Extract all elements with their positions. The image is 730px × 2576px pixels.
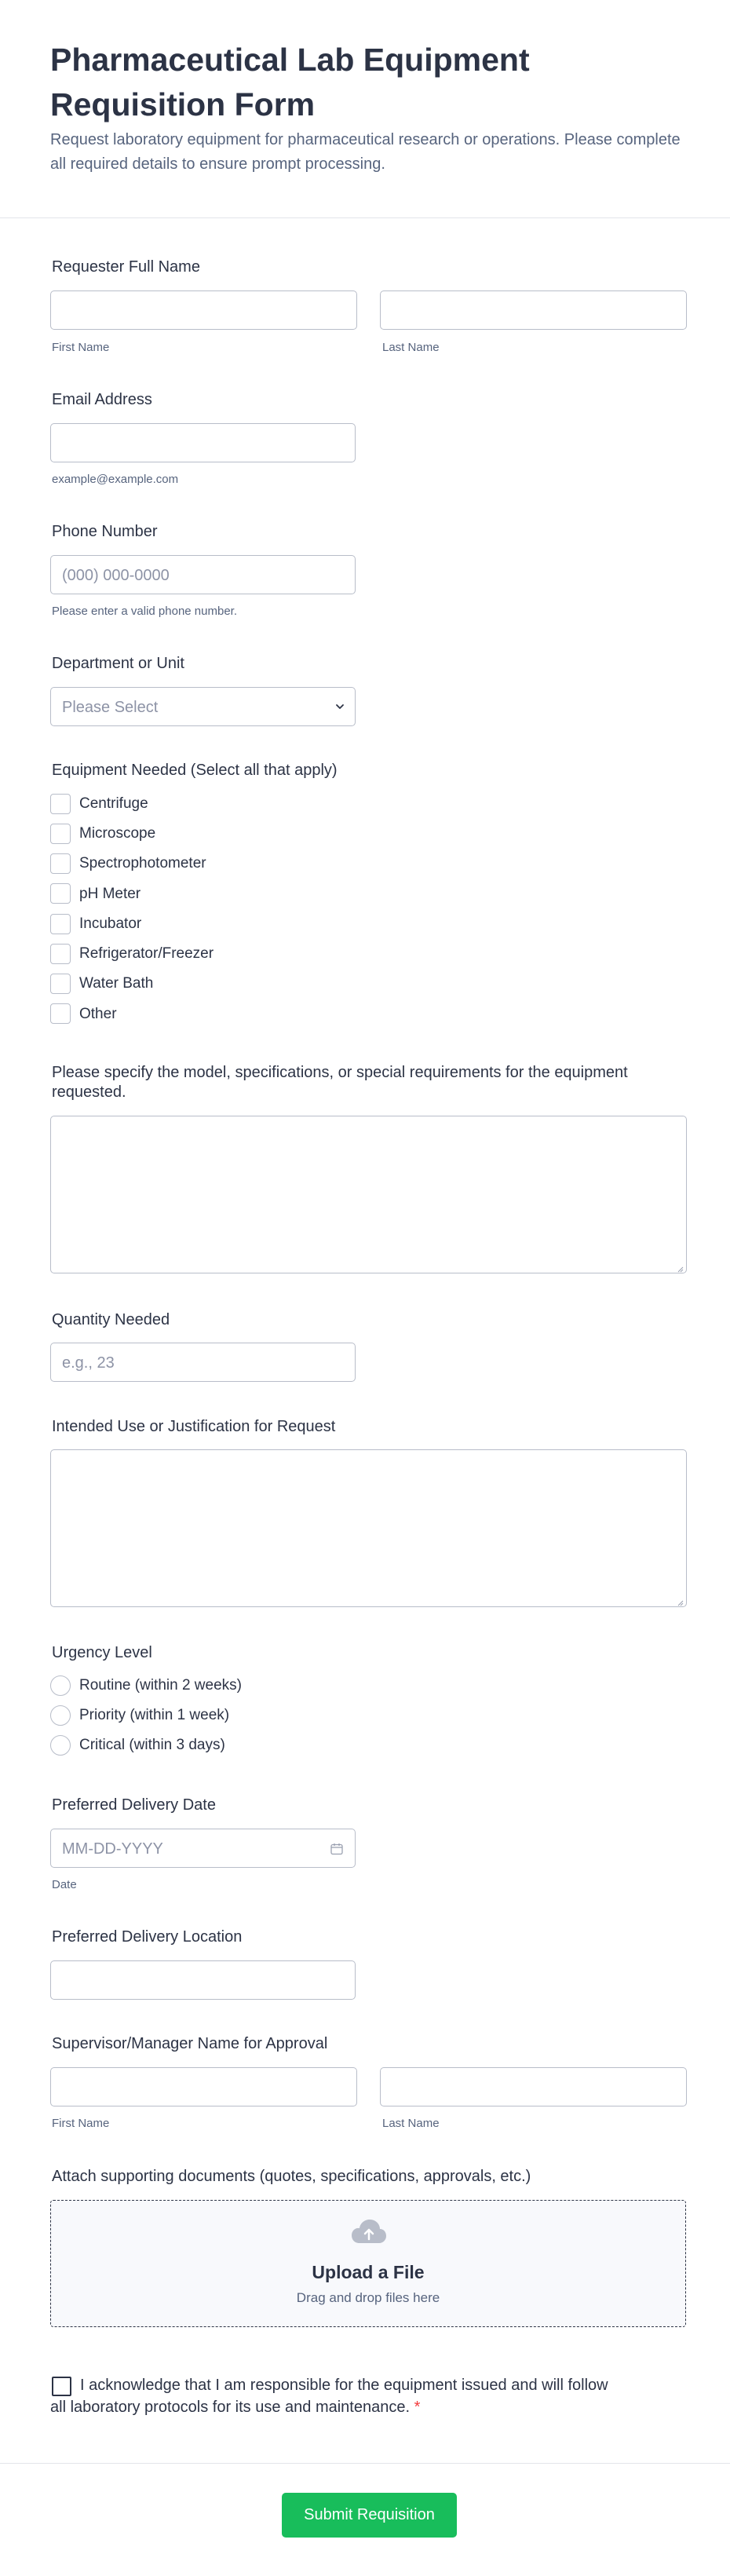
quantity-input[interactable] — [50, 1343, 356, 1382]
form-subtitle: Request laboratory equipment for pharmaceutical research or operations. Please complete all required details to ensure prompt processing. — [50, 131, 681, 173]
checkbox-incubator[interactable] — [50, 914, 71, 934]
department-placeholder: Please Select — [62, 699, 159, 716]
equipment-label: Equipment Needed (Select all that apply) — [52, 762, 338, 779]
urgency-label: Urgency Level — [52, 1644, 152, 1661]
option-ph-meter: pH Meter — [79, 886, 141, 902]
attachments-label: Attach supporting documents (quotes, specifications, approvals, etc.) — [52, 2168, 531, 2185]
delivery-date-input[interactable] — [50, 1829, 356, 1868]
phone-sublabel: Please enter a valid phone number. — [52, 605, 237, 618]
supervisor-last-name-sublabel: Last Name — [382, 2117, 440, 2130]
option-incubator: Incubator — [79, 915, 142, 932]
option-priority: Priority (within 1 week) — [79, 1707, 230, 1723]
resize-handle-icon[interactable] — [676, 1262, 684, 1270]
delivery-date-sublabel: Date — [52, 1878, 77, 1891]
delivery-date-label: Preferred Delivery Date — [52, 1796, 216, 1814]
form-title: Pharmaceutical Lab Equipment Requisition Form — [50, 42, 530, 122]
option-microscope: Microscope — [79, 825, 156, 842]
option-centrifuge: Centrifuge — [79, 795, 148, 812]
acknowledgement-text: I acknowledge that I am responsible for the equipment issued and will follow all laboratory protocols for its use and maintenance. — [50, 2377, 608, 2416]
acknowledgement-text-block — [50, 2374, 615, 2418]
requester-last-name-sublabel: Last Name — [382, 341, 440, 354]
supervisor-first-name-input[interactable] — [50, 2067, 357, 2106]
delivery-location-input[interactable] — [50, 1960, 356, 2000]
specifications-textarea[interactable] — [50, 1116, 687, 1273]
checkbox-microscope[interactable] — [50, 824, 71, 844]
phone-input[interactable] — [50, 555, 356, 594]
upload-subtitle: Drag and drop files here — [296, 2290, 440, 2305]
supervisor-last-name-input[interactable] — [380, 2067, 687, 2106]
option-water-bath: Water Bath — [79, 975, 154, 992]
checkbox-centrifuge[interactable] — [50, 794, 71, 814]
quantity-label: Quantity Needed — [52, 1311, 170, 1328]
requester-name-label: Requester Full Name — [52, 258, 200, 276]
supervisor-first-name-sublabel: First Name — [52, 2117, 110, 2130]
checkbox-spectrophotometer[interactable] — [50, 853, 71, 874]
delivery-location-label: Preferred Delivery Location — [52, 1928, 243, 1946]
requester-first-name-sublabel: First Name — [52, 341, 110, 354]
cloud-upload-icon — [350, 2218, 388, 2250]
checkbox-ph-meter[interactable] — [50, 883, 71, 904]
calendar-icon[interactable] — [330, 1842, 344, 1860]
required-mark: * — [414, 2399, 421, 2416]
justification-label: Intended Use or Justification for Request — [52, 1418, 336, 1435]
email-label: Email Address — [52, 391, 152, 408]
option-other: Other — [79, 1006, 117, 1022]
form-header — [0, 0, 730, 218]
phone-placeholder: (000) 000-0000 — [62, 567, 170, 584]
justification-textarea[interactable] — [50, 1449, 687, 1607]
requester-first-name-input[interactable] — [50, 290, 357, 330]
delivery-date-placeholder: MM-DD-YYYY — [62, 1840, 163, 1858]
option-spectrophotometer: Spectrophotometer — [79, 855, 206, 871]
resize-handle-icon[interactable] — [676, 1596, 684, 1604]
requester-last-name-input[interactable] — [380, 290, 687, 330]
file-upload-dropzone[interactable] — [50, 2200, 686, 2327]
radio-critical[interactable] — [50, 1735, 71, 1756]
supervisor-label: Supervisor/Manager Name for Approval — [52, 2035, 328, 2052]
checkbox-water-bath[interactable] — [50, 974, 71, 994]
department-label: Department or Unit — [52, 655, 184, 672]
option-refrigerator-freezer: Refrigerator/Freezer — [79, 945, 214, 962]
quantity-placeholder: e.g., 23 — [62, 1354, 115, 1372]
checkbox-refrigerator-freezer[interactable] — [50, 944, 71, 964]
email-input[interactable] — [50, 423, 356, 462]
department-select[interactable] — [50, 687, 356, 726]
radio-routine[interactable] — [50, 1675, 71, 1696]
option-routine: Routine (within 2 weeks) — [79, 1677, 242, 1694]
submit-button[interactable]: Submit Requisition — [282, 2493, 457, 2538]
chevron-down-icon — [334, 701, 345, 716]
checkbox-other[interactable] — [50, 1003, 71, 1024]
upload-title: Upload a File — [312, 2262, 425, 2282]
specifications-label: Please specify the model, specifications, or special requirements for the equipment requested. — [52, 1064, 628, 1101]
footer-divider — [0, 2463, 730, 2464]
radio-priority[interactable] — [50, 1705, 71, 1726]
email-sublabel: example@example.com — [52, 473, 179, 486]
option-critical: Critical (within 3 days) — [79, 1737, 225, 1753]
phone-label: Phone Number — [52, 523, 158, 540]
